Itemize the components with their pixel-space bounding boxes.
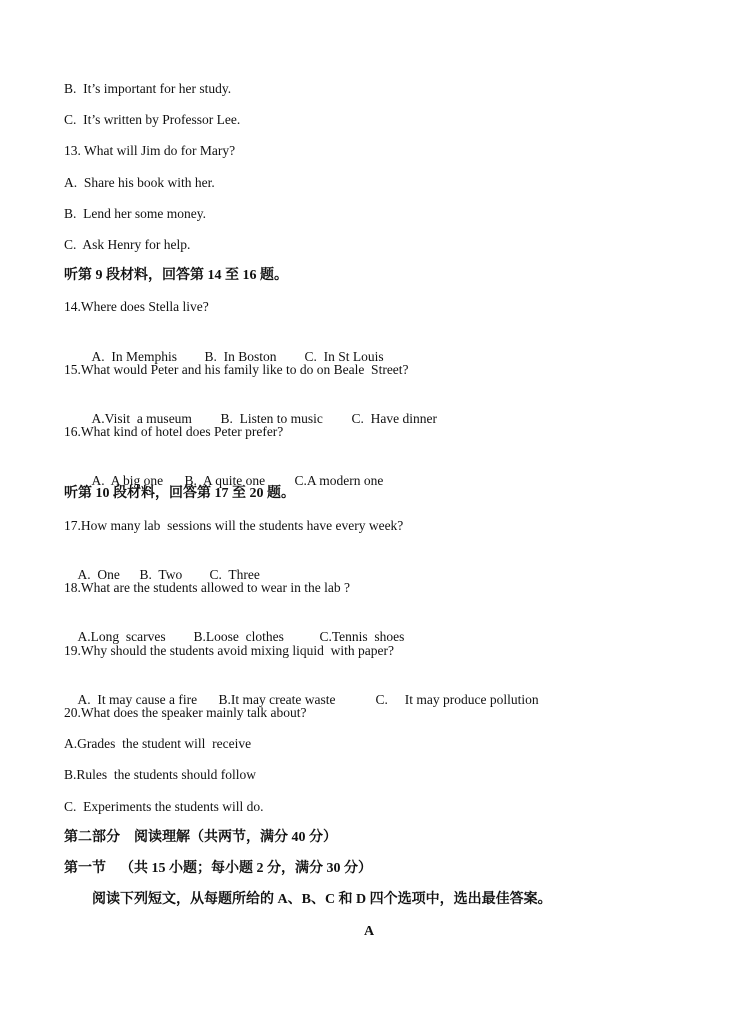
q15-option-c: C. Have dinner <box>351 411 437 426</box>
q12-option-b: B. It’s important for her study. <box>64 81 232 96</box>
q13-question: 13. What will Jim do for Mary? <box>64 143 236 158</box>
q15-question: 15.What would Peter and his family like to do on Beale Street? <box>64 362 409 377</box>
q16-question: 16.What kind of hotel does Peter prefer? <box>64 424 284 439</box>
q20-option-c: C. Experiments the students will do. <box>64 799 264 814</box>
q14-option-a: A. In Memphis <box>91 349 177 364</box>
q16-option-c: C.A modern one <box>294 473 384 488</box>
section-9-heading: 听第 9 段材料，回答第 14 至 16 题。 <box>64 268 288 283</box>
q18-option-b: B.Loose clothes <box>193 629 284 644</box>
q18-question: 18.What are the students allowed to wear in the lab ? <box>64 580 351 595</box>
q14-option-c: C. In St Louis <box>304 349 384 364</box>
q13-option-b: B. Lend her some money. <box>64 206 206 221</box>
q17-question: 17.How many lab sessions will the students have every week? <box>64 518 404 533</box>
q12-option-c: C. It’s written by Professor Lee. <box>64 112 241 127</box>
q16-option-b: B. A quite one <box>184 473 266 488</box>
section-1-heading: 第一节 （共 15 小题；每小题 2 分，满分 30 分） <box>64 861 372 876</box>
q17-option-b: B. Two <box>139 567 183 582</box>
q15-option-b: B. Listen to music <box>220 411 323 426</box>
q20-option-a: A.Grades the student will receive <box>64 736 252 751</box>
q18-option-c: C.Tennis shoes <box>319 629 405 644</box>
q17-option-c: C. Three <box>209 567 260 582</box>
q14-question: 14.Where does Stella live? <box>64 299 209 314</box>
q19-option-b: B.It may create waste <box>218 692 336 707</box>
passage-a-label: A <box>363 924 375 939</box>
q19-option-a: A. It may cause a fire <box>77 692 198 707</box>
q17-option-a: A. One <box>77 567 120 582</box>
q14-option-b: B. In Boston <box>204 349 277 364</box>
q19-option-c: C. It may produce pollution <box>375 692 539 707</box>
q18-option-a: A.Long scarves <box>77 629 166 644</box>
q13-option-a: A. Share his book with her. <box>64 175 215 190</box>
q20-question: 20.What does the speaker mainly talk about? <box>64 705 307 720</box>
q15-option-a: A.Visit a museum <box>91 411 192 426</box>
q13-option-c: C. Ask Henry for help. <box>64 237 191 252</box>
q19-question: 19.Why should the students avoid mixing liquid with paper? <box>64 643 394 658</box>
section-10-heading: 听第 10 段材料，回答第 17 至 20 题。 <box>64 486 295 501</box>
part-2-heading: 第二部分 阅读理解（共两节，满分 40 分） <box>64 830 337 845</box>
reading-instruction: 阅读下列短文，从每题所给的 A、B、C 和 D 四个选项中，选出最佳答案。 <box>92 892 552 907</box>
q20-option-b: B.Rules the students should follow <box>64 767 256 782</box>
q16-option-a: A. A big one <box>91 473 164 488</box>
